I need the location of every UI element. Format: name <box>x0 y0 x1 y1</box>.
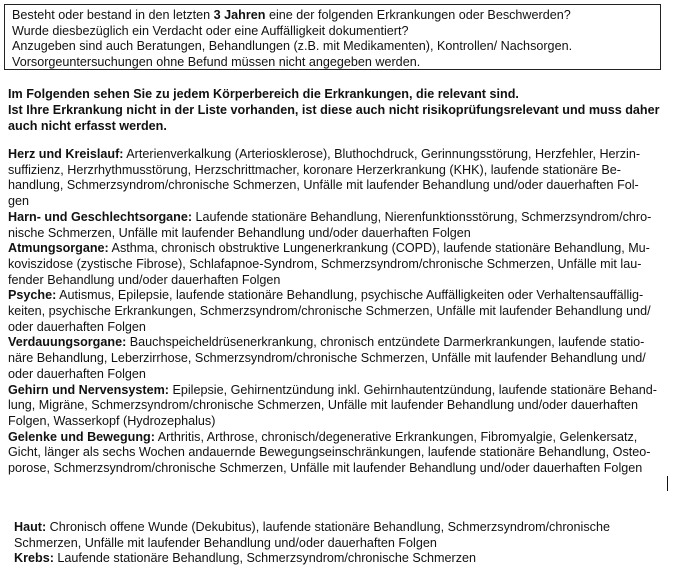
question-text: Besteht oder bestand in den letzten <box>12 8 214 22</box>
category-text: nische Schmerzen, Unfälle mit laufender Behandlung und/oder dauerhaften Folgen <box>8 225 471 240</box>
category-text: keiten, psychische Erkrankungen, Schmerzsyndrom/chronische Schmerzen, Unfälle mit laufender Behandlung und/ <box>8 304 651 319</box>
category-title: Harn- und Geschlechtsorgane: <box>8 209 193 224</box>
category-herz <box>8 147 660 210</box>
category-text: porose, Schmerzsyndrom/chronische Schmerzen, Unfälle mit laufender Behandlung und/oder dauerhaften Folgen <box>8 461 643 476</box>
category-text: Chronisch offene Wunde (Dekubitus), laufende stationäre Behandlung, Schmerzsyndrom/chronische <box>46 520 610 534</box>
category-list-continued <box>14 520 664 567</box>
question-line-2: Wurde diesbezüglich ein Verdacht oder eine Auffälligkeit dokumentiert? <box>12 23 409 38</box>
category-text: koviszidose (zystische Fibrose), Schlafapnoe-Syndrom, Schmerzsyndrom/chronische Schmerzen, Unfälle mit lau- <box>8 256 642 271</box>
intro-line-1: Im Folgenden sehen Sie zu jedem Körperbereich die Erkrankungen, die relevant sind. <box>8 87 519 101</box>
category-text: suffizienz, Herzrhythmusstörung, Herzschrittmacher, koronare Herzerkrankung (KHK), laufende stationäre Be- <box>8 162 621 177</box>
intro-line-3: auch nicht erfasst werden. <box>8 119 167 133</box>
category-text: Schmerzen, Unfälle mit laufender Behandlung und/oder dauerhaften Folgen <box>14 535 437 550</box>
category-title: Herz und Kreislauf: <box>8 147 124 161</box>
category-list <box>8 147 660 477</box>
category-krebs <box>14 551 664 567</box>
category-text: Folgen, Wasserkopf (Hydrozephalus) <box>8 413 216 428</box>
intro-line-2: Ist Ihre Erkrankung nicht in der Liste vorhanden, ist diese auch nicht risikoprüfungsrelevant und muss daher <box>8 103 660 117</box>
question-line-3: Anzugeben sind auch Beratungen, Behandlungen (z.B. mit Medikamenten), Kontrollen/ Nachsorgen. <box>12 39 573 54</box>
category-text: gen <box>8 194 30 209</box>
category-title: Haut: <box>14 520 47 534</box>
category-gelenke <box>8 430 660 477</box>
category-text: Bauchspeicheldrüsenerkrankung, chronisch entzündete Darmerkrankungen, laufende statio- <box>126 335 645 350</box>
category-text: handlung, Schmerzsyndrom/chronische Schmerzen, Unfälle mit laufender Behandlung und/oder dauerhaften Fol- <box>8 178 639 193</box>
category-title: Gehirn und Nervensystem: <box>8 382 169 397</box>
category-haut <box>14 520 664 551</box>
question-line-1 <box>12 8 655 24</box>
category-text: lung, Migräne, Schmerzsyndrom/chronische Schmerzen, Unfälle mit laufender Behandlung und/oder dauerhaften <box>8 398 639 413</box>
category-verdauung <box>8 335 660 382</box>
category-text: oder dauerhaften Folgen <box>8 366 146 381</box>
category-atmung <box>8 241 660 288</box>
category-text: Laufende stationäre Behandlung, Schmerzsyndrom/chronische Schmerzen <box>53 551 477 566</box>
category-title: Atmungsorgane: <box>8 241 109 256</box>
category-title: Psyche: <box>8 288 57 303</box>
category-title: Gelenke und Bewegung: <box>8 429 155 444</box>
category-harn <box>8 210 660 241</box>
question-box <box>4 4 661 70</box>
category-text: Epilepsie, Gehirnentzündung inkl. Gehirnhautentzündung, laufende stationäre Behand- <box>168 382 657 397</box>
category-text: Asthma, chronisch obstruktive Lungenerkrankung (COPD), laufende stationäre Behandlung, Mu- <box>108 241 650 256</box>
intro-note <box>8 86 658 134</box>
category-text: näre Behandlung, Leberzirrhose, Schmerzsyndrom/chronische Schmerzen, Unfälle mit laufender Behandlung und/ <box>8 351 646 366</box>
question-text-end: eine der folgenden Erkrankungen oder Beschwerden? <box>265 8 571 22</box>
category-text: Arthritis, Arthrose, chronisch/degenerative Erkrankungen, Fibromyalgie, Gelenkersatz, <box>154 429 638 444</box>
timeframe-highlight: 3 Jahren <box>213 8 266 22</box>
category-text: Autismus, Epilepsie, laufende stationäre Behandlung, psychische Auffälligkeiten oder Verhaltensauffällig- <box>56 288 644 303</box>
category-gehirn <box>8 383 660 430</box>
category-text: fender Behandlung und/oder dauerhaften Folgen <box>8 272 281 287</box>
category-psyche <box>8 288 660 335</box>
text-cursor <box>667 476 668 491</box>
question-line-4: Vorsorgeuntersuchungen ohne Befund müssen nicht angegeben werden. <box>12 54 421 69</box>
category-text: Arterienverkalkung (Arteriosklerose), Bluthochdruck, Gerinnungsstörung, Herzfehler, Herzin- <box>123 147 641 161</box>
category-text: Gicht, länger als sechs Wochen andauernde Bewegungseinschränkungen, laufende stationäre Behandlung, Osteo- <box>8 445 651 460</box>
category-title: Verdauungsorgane: <box>8 335 127 350</box>
category-text: Laufende stationäre Behandlung, Nierenfunktionsstörung, Schmerzsyndrom/chro- <box>192 209 652 224</box>
category-title: Krebs: <box>14 551 54 566</box>
category-text: oder dauerhaften Folgen <box>8 319 146 334</box>
